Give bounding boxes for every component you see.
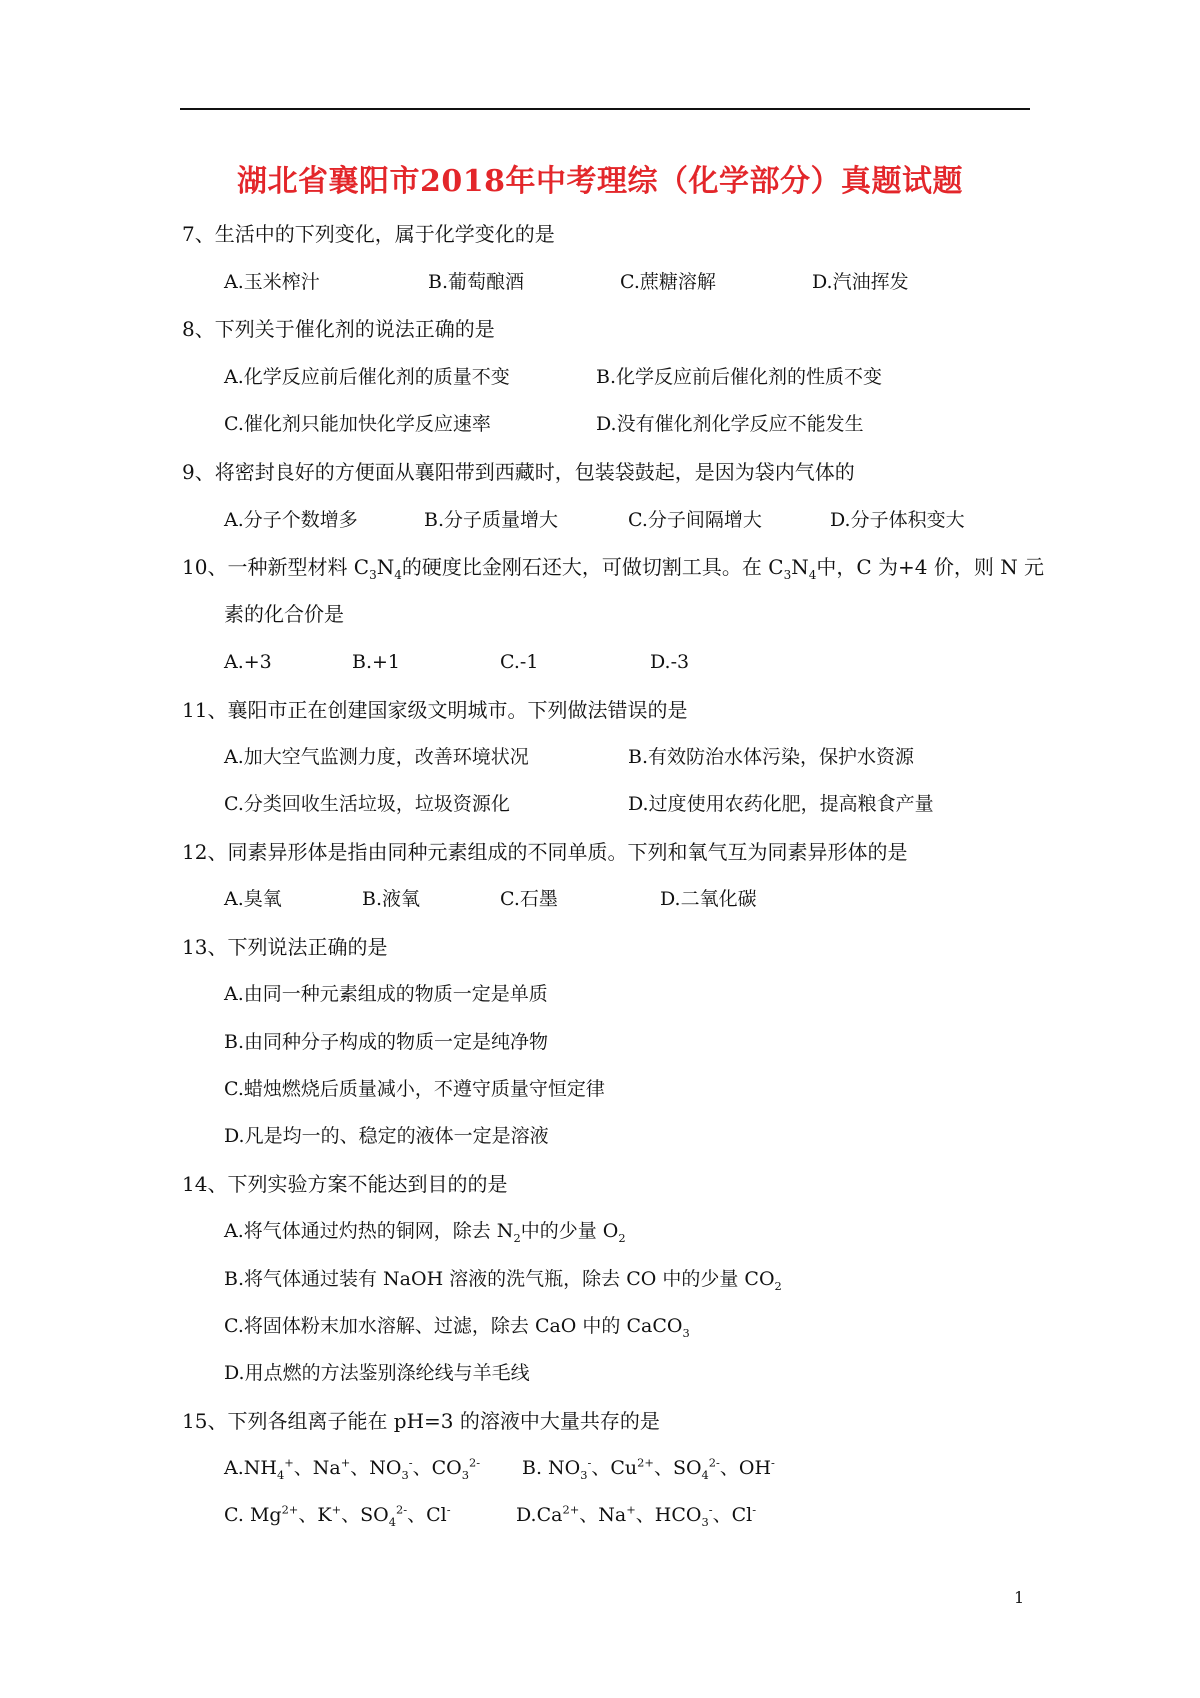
question-10-stem-continued: 素的化合价是 [224, 602, 344, 626]
q10-option-b: B.+1 [352, 651, 401, 673]
q15-option-d: $D.Ca^{2+}$、Na+、$HCO_3^-$、Cl- [516, 1502, 757, 1529]
q13-option-c: C.蜡烛燃烧后质量减小，不遵守质量守恒定律 [224, 1078, 605, 1100]
q7-option-b: B.葡萄酿酒 [428, 271, 525, 293]
q10-option-c: C.-1 [500, 651, 539, 673]
q9-option-b: B.分子质量增大 [424, 509, 559, 531]
q12-option-a: A.臭氧 [224, 888, 282, 910]
q13-option-b: B.由同种分子构成的物质一定是纯净物 [224, 1031, 549, 1053]
q12-option-c: C.石墨 [500, 888, 558, 910]
page-title: 湖北省襄阳市2018年中考理综（化学部分）真题试题 [237, 164, 963, 199]
question-10-stem: 10、一种新型材料 $C_3N_4$的硬度比金刚石还大，可做切割工具。在 $C_3N_4$中，C 为+4 价，则 N 元 [182, 555, 1045, 582]
question-8-stem: 8、下列关于催化剂的说法正确的是 [182, 317, 495, 341]
q7-option-a: A.玉米榨汁 [224, 271, 320, 293]
q9-option-c: C.分子间隔增大 [628, 509, 762, 531]
q7-option-c: C.蔗糖溶解 [620, 271, 716, 293]
q8-option-c: C.催化剂只能加快化学反应速率 [224, 413, 491, 435]
q12-option-d: D.二氧化碳 [660, 888, 757, 910]
q15-option-c: C. $Mg^{2+}$、K+、$SO_4^{2-}$、Cl- [224, 1502, 451, 1529]
q14-option-a: A.将气体通过灼热的铜网，除去 $N_2$中的少量 $O_2$ [224, 1220, 626, 1245]
q14-option-b: B.将气体通过装有 NaOH 溶液的洗气瓶，除去 CO 中的少量 $CO_2$ [224, 1268, 782, 1293]
q15-option-a: $A.NH_4^+$、Na+、$NO_3^-$、$CO_3^{2-}$ [224, 1455, 481, 1482]
q11-option-d: D.过度使用农药化肥，提高粮食产量 [628, 793, 934, 815]
q11-option-b: B.有效防治水体污染，保护水资源 [628, 746, 915, 768]
header-rule [180, 108, 1030, 110]
question-14-stem: 14、下列实验方案不能达到目的的是 [182, 1172, 508, 1196]
q13-option-a: A.由同一种元素组成的物质一定是单质 [224, 983, 548, 1005]
question-7-stem: 7、生活中的下列变化，属于化学变化的是 [182, 222, 555, 246]
page-number: 1 [1014, 1588, 1025, 1607]
q7-option-d: D.汽油挥发 [812, 271, 909, 293]
q14-option-c: C.将固体粉末加水溶解、过滤，除去 CaO 中的 CaCO$_3$ [224, 1315, 690, 1340]
q10-option-a: A.+3 [224, 651, 272, 673]
question-11-stem: 11、襄阳市正在创建国家级文明城市。下列做法错误的是 [182, 698, 688, 722]
question-9-stem: 9、将密封良好的方便面从襄阳带到西藏时，包装袋鼓起，是因为袋内气体的 [182, 460, 855, 484]
q11-option-a: A.加大空气监测力度，改善环境状况 [224, 746, 529, 768]
q9-option-d: D.分子体积变大 [830, 509, 965, 531]
question-13-stem: 13、下列说法正确的是 [182, 935, 388, 959]
question-15-stem: 15、下列各组离子能在 pH=3 的溶液中大量共存的是 [182, 1409, 660, 1433]
q9-option-a: A.分子个数增多 [224, 509, 358, 531]
q10-option-d: D.-3 [650, 651, 690, 673]
q12-option-b: B.液氧 [362, 888, 421, 910]
q8-option-d: D.没有催化剂化学反应不能发生 [596, 413, 864, 435]
q8-option-a: A.化学反应前后催化剂的质量不变 [224, 366, 510, 388]
q11-option-c: C.分类回收生活垃圾，垃圾资源化 [224, 793, 510, 815]
q8-option-b: B.化学反应前后催化剂的性质不变 [596, 366, 883, 388]
q13-option-d: D.凡是均一的、稳定的液体一定是溶液 [224, 1125, 549, 1147]
q14-option-d: D.用点燃的方法鉴别涤纶线与羊毛线 [224, 1362, 530, 1384]
question-12-stem: 12、同素异形体是指由同种元素组成的不同单质。下列和氧气互为同素异形体的是 [182, 840, 908, 864]
q15-option-b: B. $NO_3^-$、$Cu^{2+}$、$SO_4^{2-}$、OH- [522, 1455, 775, 1482]
